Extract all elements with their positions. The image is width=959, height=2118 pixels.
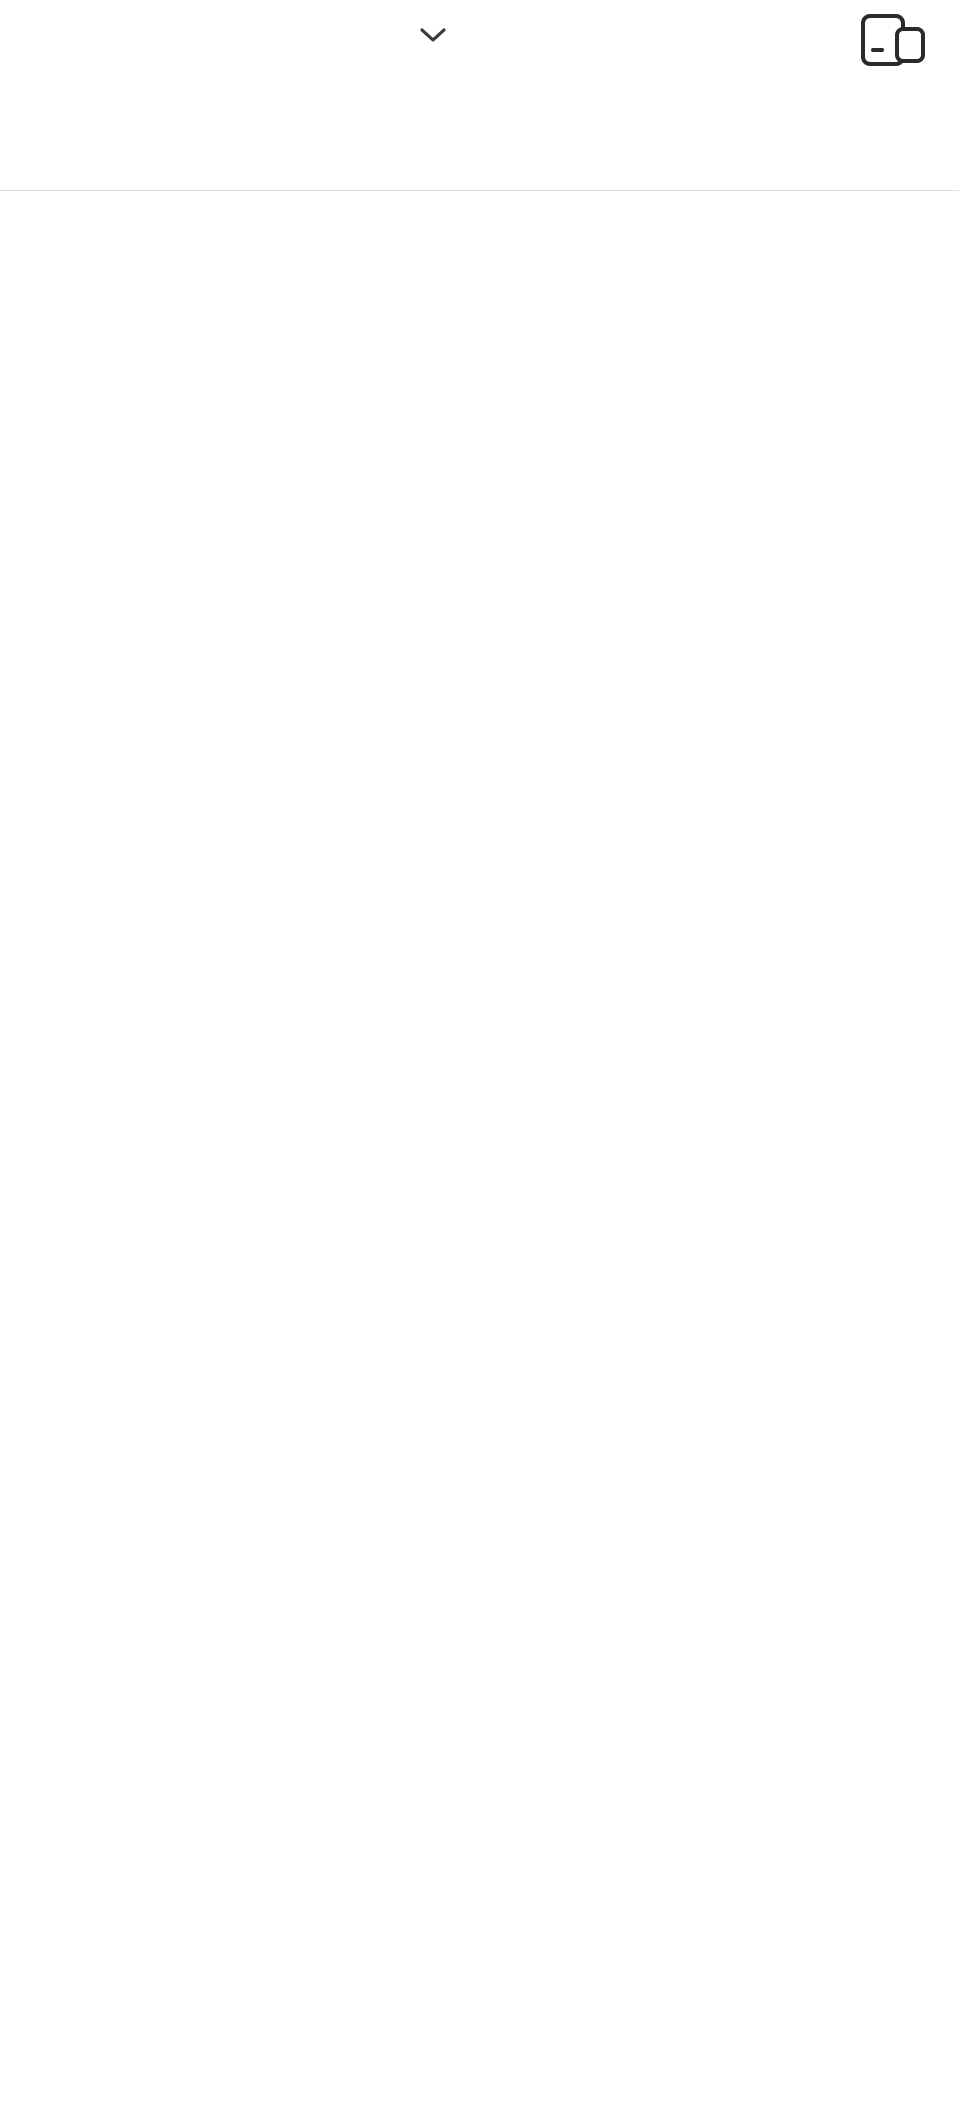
- chevron-down-icon[interactable]: [418, 26, 448, 49]
- trend-table: [0, 190, 959, 2118]
- mini-frame-icon: [895, 27, 925, 63]
- switch-window-icon[interactable]: [855, 12, 925, 62]
- navbar: [0, 0, 959, 70]
- dash-icon: [871, 48, 884, 52]
